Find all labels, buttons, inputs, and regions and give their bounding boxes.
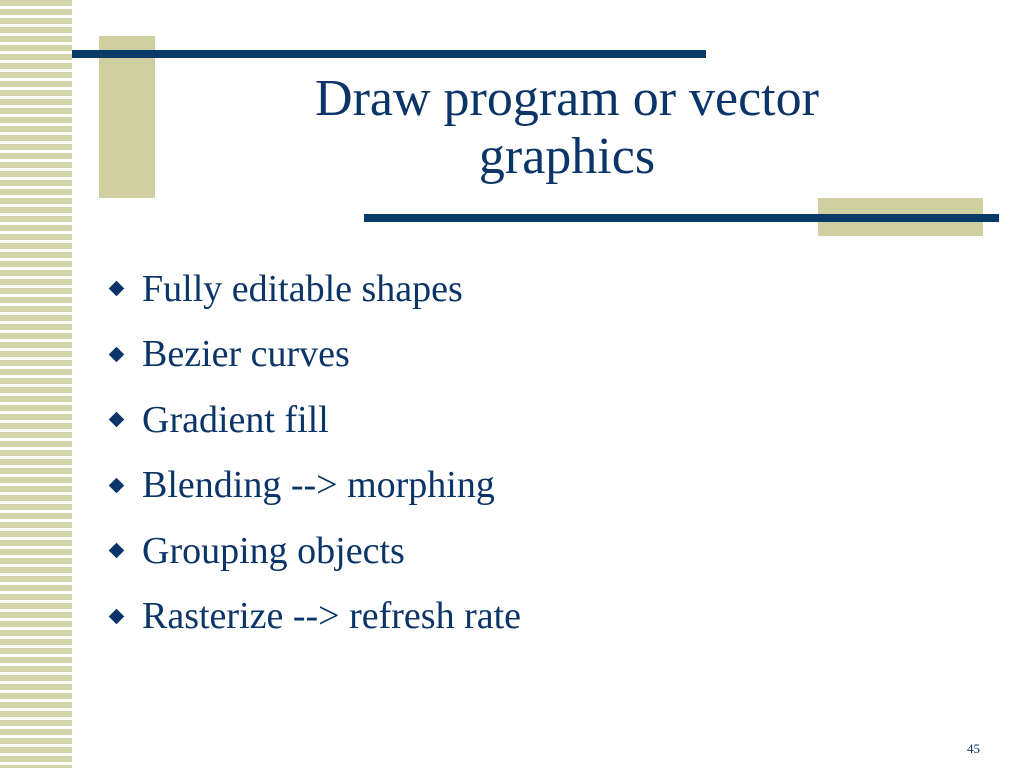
slide-title: Draw program or vector graphics (315, 70, 819, 185)
diamond-bullet-icon (109, 608, 125, 624)
bullet-item (108, 322, 521, 388)
diamond-bullet-icon (109, 412, 125, 428)
bullet-text: Rasterize --> refresh rate (142, 595, 522, 638)
diamond-bullet-icon (109, 281, 125, 297)
bullet-list (108, 256, 521, 649)
top-title-rule (72, 50, 706, 58)
bullet-text: Bezier curves (142, 333, 350, 376)
bullet-text: Gradient fill (142, 398, 329, 441)
top-accent-block (99, 36, 155, 198)
bullet-text: Blending --> morphing (142, 464, 495, 507)
diamond-bullet-icon (109, 346, 125, 362)
page-number: 45 (967, 741, 980, 756)
bullet-item (108, 584, 521, 650)
bullet-item (108, 453, 521, 519)
bullet-item (108, 256, 521, 322)
left-stripe-decoration (0, 0, 72, 768)
bullet-text: Grouping objects (142, 529, 405, 572)
bullet-item (108, 518, 521, 584)
bottom-title-rule (364, 214, 999, 222)
diamond-bullet-icon (109, 477, 125, 493)
bullet-item (108, 387, 521, 453)
bullet-text: Fully editable shapes (142, 267, 463, 310)
diamond-bullet-icon (109, 543, 125, 559)
